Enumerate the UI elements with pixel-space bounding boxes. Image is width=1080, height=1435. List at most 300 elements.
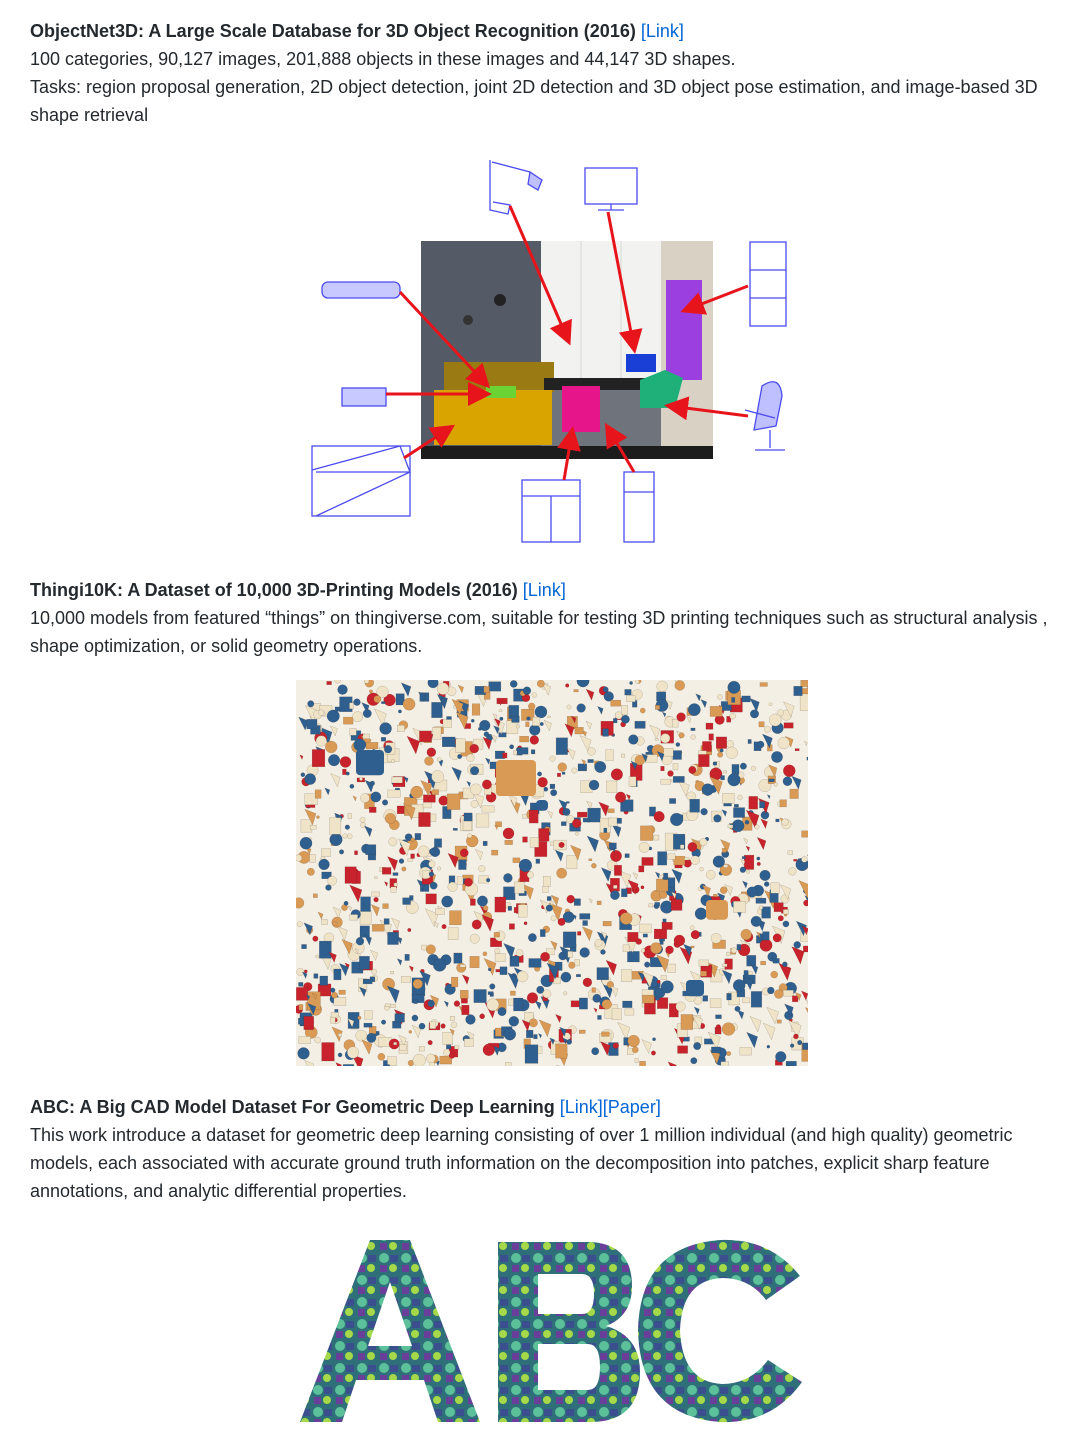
mosaic-object (782, 819, 789, 826)
mosaic-object (722, 848, 726, 852)
mosaic-object (447, 794, 460, 810)
mosaic-object-large (496, 760, 536, 796)
mosaic-object (775, 1051, 786, 1062)
mosaic-object (537, 680, 544, 687)
mosaic-object (561, 822, 566, 826)
mosaic-object (454, 1001, 460, 1007)
mosaic-object (676, 742, 680, 746)
mosaic-object (740, 867, 746, 873)
mosaic-object (476, 814, 489, 827)
mosaic-object (629, 681, 632, 684)
mosaic-object (716, 1015, 722, 1019)
mosaic-object (363, 979, 372, 984)
mosaic-object (307, 719, 317, 729)
mosaic-object (663, 873, 667, 880)
mosaic-object (575, 727, 584, 734)
thingi10k-mosaic (296, 680, 808, 1066)
mosaic-object (613, 1043, 619, 1049)
mosaic-object (691, 728, 695, 731)
mosaic-object (524, 922, 527, 925)
mosaic-object (329, 818, 340, 835)
mosaic-object (572, 819, 581, 828)
mosaic-object (604, 828, 607, 832)
mosaic-object (474, 989, 487, 1002)
mosaic-object (673, 776, 684, 782)
mosaic-object (786, 1061, 796, 1066)
mosaic-object (428, 1000, 435, 1007)
mosaic-object (586, 689, 594, 700)
mosaic-object (470, 784, 481, 795)
mosaic-object (760, 683, 768, 687)
mosaic-object (331, 1012, 338, 1017)
mosaic-object (591, 863, 596, 868)
mosaic-object (313, 936, 319, 942)
mosaic-object (806, 1000, 808, 1015)
mosaic-object (723, 793, 735, 803)
mosaic-object (342, 769, 346, 775)
mosaic-object (744, 838, 748, 844)
link-button[interactable]: [Link] (559, 1097, 603, 1117)
mosaic-object (748, 739, 751, 743)
mosaic-object (411, 854, 415, 859)
mosaic-object (578, 764, 587, 771)
link-button[interactable]: [Link] (640, 21, 684, 41)
mosaic-object (563, 992, 567, 996)
mosaic-object (724, 771, 727, 773)
mosaic-object (366, 845, 376, 855)
mosaic-object (620, 912, 632, 924)
mosaic-object (774, 989, 783, 998)
abc-letter-shapes (300, 1240, 802, 1422)
mosaic-object (720, 887, 727, 894)
mosaic-object (567, 895, 575, 903)
mosaic-object (759, 802, 764, 808)
mosaic-object (470, 766, 479, 775)
mosaic-object (672, 719, 678, 727)
mosaic-object (538, 1034, 541, 1039)
mosaic-object (621, 754, 625, 757)
mosaic-object (358, 1016, 362, 1020)
mosaic-object (364, 680, 369, 683)
mosaic-object (409, 966, 413, 972)
mosaic-object (495, 954, 505, 962)
mosaic-object (696, 694, 701, 701)
mosaic-object (371, 904, 379, 916)
mosaic-object (567, 705, 571, 709)
mosaic-object (446, 1045, 451, 1049)
mosaic-object (484, 958, 496, 975)
mosaic-object (429, 872, 434, 877)
mosaic-object (540, 930, 545, 937)
mosaic-object (804, 741, 807, 745)
mosaic-object (372, 969, 377, 974)
mosaic-object (567, 856, 578, 869)
mosaic-object (641, 886, 644, 889)
entry-title (30, 576, 1070, 604)
mosaic-object (711, 933, 721, 943)
mosaic-object (354, 739, 366, 751)
mosaic-object (556, 738, 568, 755)
mosaic-object (655, 705, 660, 709)
mosaic-object (540, 722, 544, 726)
mosaic-object (654, 929, 667, 939)
mosaic-object (316, 955, 319, 958)
mosaic-object (523, 687, 531, 695)
mosaic-object (790, 789, 799, 798)
mosaic-object (690, 799, 700, 812)
thingi10k-mosaic-canvas (296, 680, 808, 1066)
mosaic-object (621, 889, 627, 897)
mosaic-object (381, 737, 386, 741)
mosaic-object (449, 911, 461, 925)
mosaic-object (432, 770, 444, 782)
mosaic-object (430, 882, 437, 889)
mosaic-object (454, 953, 462, 963)
mosaic-object (509, 924, 514, 930)
mosaic-object (617, 818, 622, 823)
mosaic-object (782, 962, 787, 967)
mosaic-object (536, 859, 540, 864)
mosaic-object (792, 776, 801, 789)
mosaic-object (411, 786, 423, 798)
mosaic-object (694, 1007, 699, 1014)
mosaic-object (807, 757, 808, 760)
mosaic-object (520, 736, 529, 742)
mosaic-object (760, 870, 771, 881)
description-line: Tasks: region proposal generation, 2D object detection, joint 2D detection and 3D object pose estimation, and image-based 3D shape retrieval (30, 77, 1038, 125)
mosaic-object (606, 750, 614, 761)
mosaic-object (428, 1040, 433, 1045)
mosaic-object (688, 842, 697, 851)
mosaic-object (395, 1014, 405, 1023)
mosaic-object (441, 896, 452, 907)
mosaic-object (661, 766, 665, 771)
mosaic-object (677, 713, 686, 722)
mosaic-object (360, 793, 369, 802)
mosaic-object (527, 717, 531, 721)
mosaic-object (609, 843, 616, 849)
mosaic-object (648, 904, 652, 907)
mosaic-object (652, 1038, 655, 1041)
mosaic-object (693, 1042, 701, 1050)
mosaic-object (464, 878, 472, 886)
mosaic-object (759, 906, 763, 910)
mosaic-object (353, 699, 360, 706)
mosaic-object (591, 1047, 598, 1054)
mosaic-object (296, 898, 304, 909)
mosaic-object (691, 856, 700, 865)
mosaic-object (457, 877, 463, 885)
mosaic-object (388, 932, 399, 944)
mosaic-object (364, 826, 372, 837)
mosaic-object (558, 918, 565, 925)
mosaic-object (374, 695, 381, 702)
mosaic-object (407, 736, 420, 754)
mosaic-object-large (536, 800, 548, 811)
mosaic-object (769, 779, 775, 782)
mosaic-object (625, 689, 632, 695)
mosaic-object (597, 1015, 601, 1019)
mosaic-object (418, 846, 429, 857)
mosaic-object (740, 763, 747, 770)
mosaic-object (603, 687, 608, 692)
mosaic-object (667, 770, 673, 776)
mosaic-object (503, 873, 512, 882)
mosaic-object (305, 773, 316, 784)
mosaic-object (780, 800, 787, 807)
mosaic-object (437, 757, 441, 761)
mosaic-object (691, 930, 700, 939)
mosaic-object (531, 750, 535, 754)
mosaic-object (577, 704, 586, 713)
paper-link-button[interactable]: [Paper] (602, 1097, 661, 1117)
mosaic-object (453, 828, 457, 830)
mosaic-object (745, 820, 749, 824)
mosaic-object (773, 958, 780, 963)
mosaic-object (595, 761, 606, 772)
mosaic-object (577, 931, 581, 935)
link-button[interactable]: [Link] (522, 580, 566, 600)
mosaic-object (411, 838, 415, 842)
mosaic-object (755, 825, 760, 830)
mosaic-object (621, 969, 632, 981)
mosaic-object (343, 717, 353, 724)
mosaic-object (597, 901, 601, 905)
mosaic-object (803, 946, 808, 952)
mosaic-object (363, 709, 371, 717)
mosaic-object (318, 912, 323, 919)
mosaic-object (728, 825, 733, 828)
mosaic-object (330, 1017, 335, 1023)
mosaic-object (413, 979, 423, 989)
mosaic-object (369, 807, 376, 812)
mosaic-object (491, 850, 497, 855)
mosaic-object (763, 1023, 775, 1040)
mosaic-object (499, 733, 507, 737)
mosaic-object (437, 683, 449, 695)
mosaic-object (460, 990, 468, 998)
mosaic-object (669, 798, 675, 803)
mosaic-object (328, 876, 337, 885)
mosaic-object (381, 1020, 386, 1025)
mosaic-object (706, 870, 715, 879)
mosaic-object (508, 906, 512, 910)
mosaic-object-large (356, 750, 384, 775)
mosaic-object (500, 717, 504, 721)
mosaic-object (381, 702, 385, 704)
mosaic-object (748, 971, 752, 975)
mosaic-object (543, 787, 547, 791)
mosaic-object (801, 991, 808, 1000)
mosaic-object (613, 885, 617, 888)
mosaic-object (325, 788, 330, 795)
mosaic-object (322, 1043, 335, 1061)
mosaic-object (443, 719, 452, 727)
mosaic-object (527, 872, 534, 879)
mosaic-object (757, 857, 760, 860)
mosaic-object (338, 685, 348, 695)
mosaic-object (642, 995, 654, 1003)
mosaic-object (732, 764, 739, 774)
mosaic-object (530, 837, 539, 847)
mosaic-object (666, 946, 674, 954)
mosaic-object (372, 892, 380, 896)
mosaic-object (429, 848, 435, 854)
mosaic-object (483, 841, 487, 846)
mosaic-object (561, 972, 571, 982)
mosaic-object (480, 1014, 485, 1019)
mosaic-object (347, 834, 352, 839)
mosaic-object (419, 731, 431, 742)
mosaic-object (539, 828, 550, 841)
mosaic-object (807, 868, 808, 884)
mosaic-object (701, 808, 708, 815)
mosaic-object (728, 681, 741, 694)
mosaic-object (499, 710, 502, 712)
mosaic-object (372, 924, 384, 931)
mosaic-object (486, 878, 490, 882)
objectnet3d-illustration (300, 150, 800, 550)
mosaic-object (471, 719, 474, 722)
mosaic-object (691, 946, 694, 948)
mosaic-object (577, 812, 587, 817)
mosaic-object (658, 852, 667, 866)
mosaic-object (606, 781, 617, 793)
mosaic-object (574, 899, 580, 906)
mosaic-object (345, 867, 356, 884)
mosaic-object (456, 739, 466, 753)
mosaic-object (503, 828, 514, 839)
mosaic-object (482, 780, 491, 789)
mosaic-object (384, 882, 387, 887)
mosaic-object (452, 767, 462, 781)
mosaic-object (470, 956, 479, 968)
mosaic-object (651, 1051, 655, 1055)
mosaic-object (451, 977, 458, 987)
mosaic-object (703, 996, 708, 1002)
mosaic-object (401, 976, 411, 982)
mosaic-object (562, 772, 565, 774)
mosaic-object (700, 971, 706, 976)
mosaic-object (403, 898, 411, 905)
mosaic-object (568, 951, 573, 957)
mosaic-object (668, 1062, 676, 1066)
mosaic-object (462, 975, 469, 985)
mosaic-object (580, 914, 590, 920)
mosaic-object (350, 729, 357, 736)
mosaic-object (644, 962, 650, 968)
mosaic-object (302, 944, 307, 948)
entry-description (30, 1121, 1070, 1205)
mosaic-object (660, 733, 670, 743)
mosaic-object (443, 1032, 453, 1044)
entry-thingi10k (30, 576, 1070, 660)
mosaic-object (795, 749, 799, 751)
mosaic-object (383, 904, 389, 909)
mosaic-object (392, 777, 403, 783)
mosaic-object (495, 897, 506, 912)
mosaic-object (640, 708, 645, 713)
mosaic-object (639, 866, 644, 872)
mosaic-object (322, 919, 328, 924)
mosaic-object (547, 811, 552, 818)
mosaic-object (547, 896, 551, 900)
mosaic-object (450, 1016, 454, 1020)
mosaic-object (297, 921, 302, 926)
mosaic-object (402, 867, 406, 871)
mosaic-object (484, 686, 490, 692)
mosaic-object (350, 784, 354, 788)
mosaic-object (336, 1063, 342, 1066)
mosaic-object (749, 796, 758, 809)
mosaic-object (319, 941, 331, 958)
mosaic-object (730, 713, 736, 719)
mosaic-object (610, 891, 619, 900)
mosaic-object (602, 999, 612, 1009)
mosaic-object (746, 870, 750, 874)
mosaic-object (338, 1033, 341, 1036)
mosaic-object (330, 833, 343, 846)
mosaic-object (528, 703, 535, 710)
mosaic-object (722, 964, 727, 967)
mosaic-object (380, 722, 392, 734)
mosaic-object (300, 837, 312, 849)
mosaic-object (604, 692, 614, 702)
mosaic-object (628, 1035, 640, 1047)
entry-title (30, 1093, 1070, 1121)
mosaic-object (385, 813, 396, 824)
mosaic-object (762, 907, 771, 919)
entry-objectnet3d (30, 17, 1070, 129)
mosaic-object (557, 868, 567, 878)
mosaic-object (588, 759, 594, 762)
mosaic-object (629, 777, 636, 787)
mosaic-object (310, 825, 316, 829)
mosaic-object (750, 1016, 761, 1032)
mosaic-object (721, 775, 725, 779)
mosaic-object (726, 1051, 730, 1055)
mosaic-object (702, 784, 714, 796)
mosaic-object (627, 951, 639, 962)
mosaic-object (460, 964, 465, 967)
mosaic-object (706, 723, 713, 729)
entry-title-text: ObjectNet3D: A Large Scale Database for 3D Object Recognition (2016) (30, 21, 636, 41)
mosaic-object (650, 725, 660, 740)
mosaic-object (405, 954, 410, 960)
mosaic-object (319, 859, 330, 870)
mosaic-object (747, 887, 757, 897)
mosaic-object (756, 898, 766, 903)
mosaic-object (494, 932, 500, 937)
mosaic-object (728, 773, 741, 786)
mosaic-object (610, 878, 619, 891)
mosaic-object (563, 932, 576, 948)
mosaic-object (742, 881, 747, 888)
mosaic-object (550, 784, 555, 789)
mosaic-object (764, 882, 769, 887)
mosaic-object (722, 970, 732, 984)
mosaic-object (504, 1028, 516, 1040)
mosaic-object (505, 1062, 511, 1066)
description-line: 10,000 models from featured “things” on thingiverse.com, suitable for testing 3D printing techniques such as structural analysis , shape optimization, or solid geometry operations. (30, 608, 1048, 656)
mosaic-object (557, 773, 560, 777)
mosaic-object (439, 796, 449, 806)
mosaic-object (800, 694, 808, 711)
mosaic-object (642, 1040, 652, 1054)
mosaic-object (334, 680, 340, 683)
mosaic-object (535, 706, 547, 718)
mosaic-object (709, 734, 714, 741)
